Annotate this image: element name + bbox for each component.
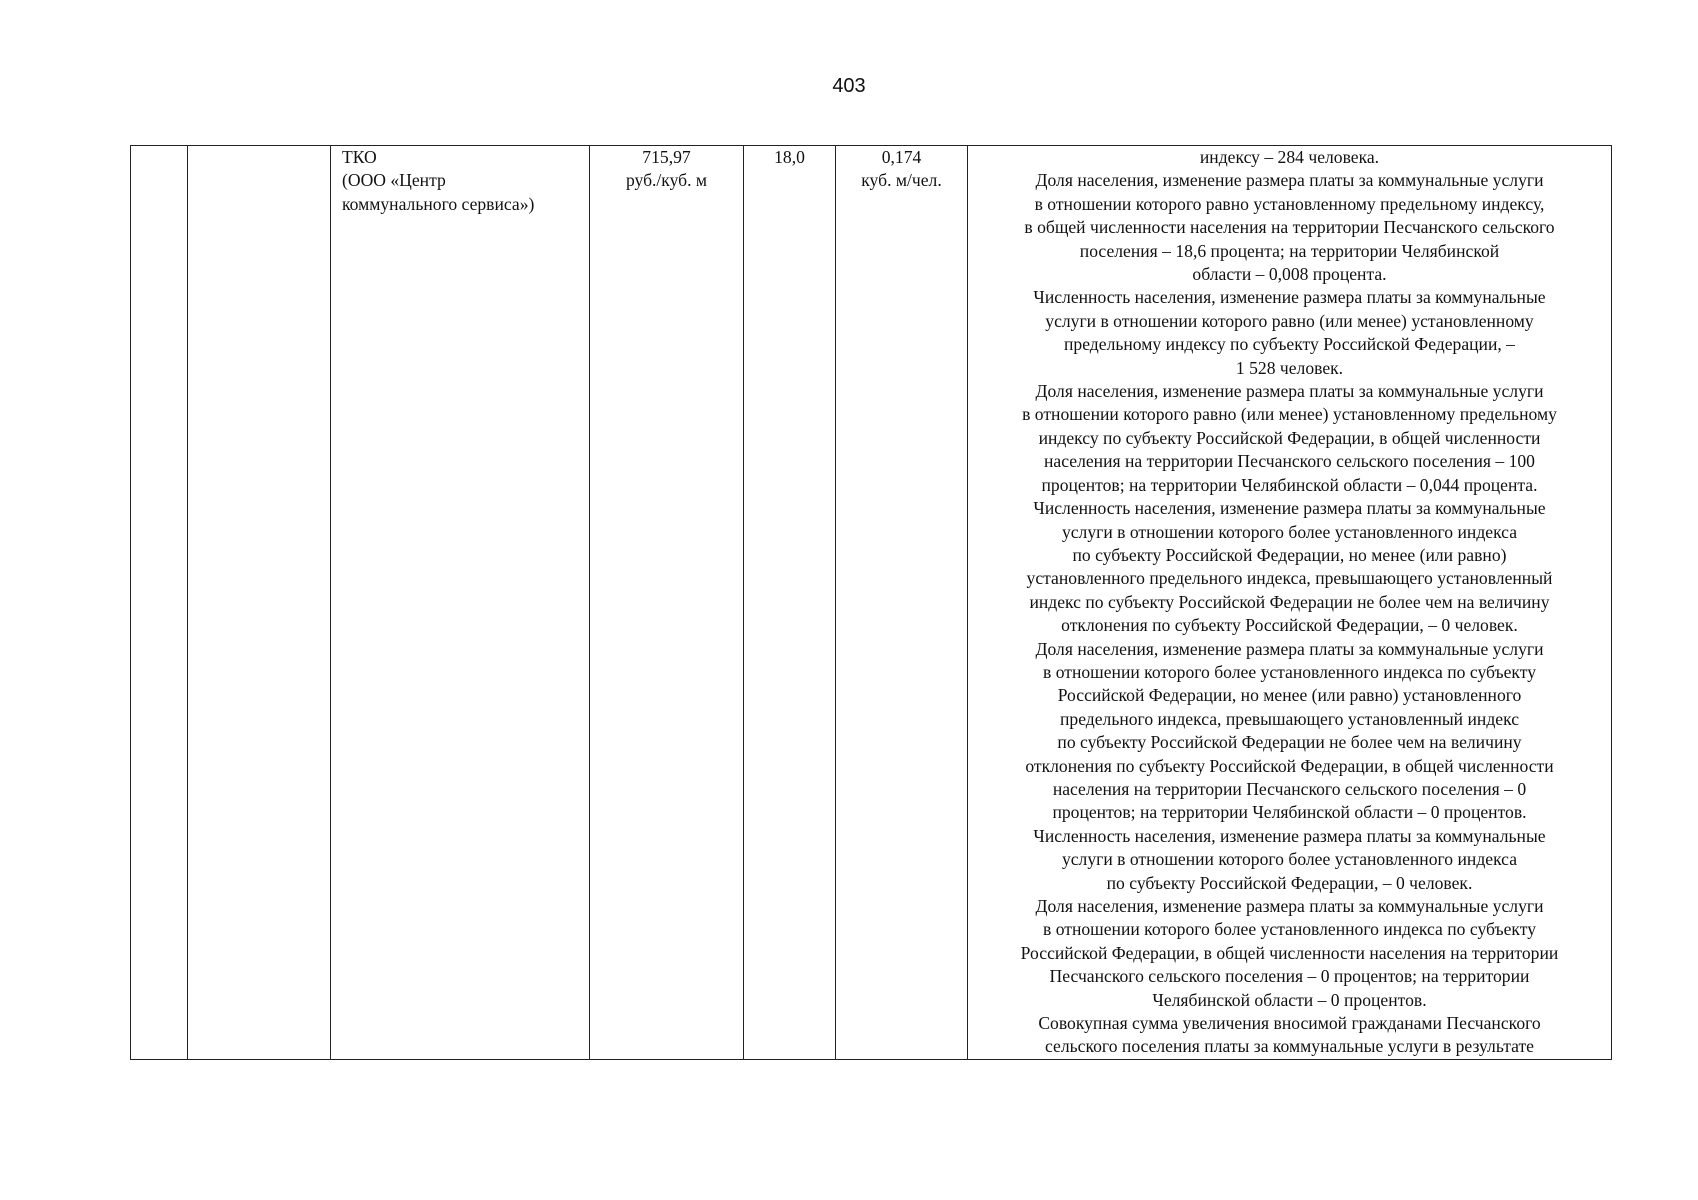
description-cell: индексу – 284 человека. Доля населения, изменение размера платы за коммунальные услуги в отношении которого равно установленному предельному индексу, в общей численности населения на территории Песчанского сельского поселения – 18,6 процента; на территории Челябинской области – 0,008 процента. Численность населения, изменение размера платы за коммунальные услуги в отношении которого равно (или менее) установленному предельному индексу по субъекту Российской Федерации, – 1 528 человек. Доля населения, изменение размера платы за коммунальные услуги в отношении которого равно (или менее) установленному предельному индексу по субъекту Российской Федерации, в общей численности населения на территории Песчанского сельского поселения – 100 процентов; на территории Челябинской области – 0,044 процента. Численность населения, изменение размера платы за коммунальные услуги в отношении которого более установленного индекса по субъекту Российской Федерации, но менее (или равно) установленного предельного индекса, превышающего установленный индекс по субъекту Российской Федерации не более чем на величину отклонения по субъекту Российской Федерации, – 0 человек. Доля населения, изменение размера платы за коммунальные услуги в отношении которого более установленного индекса по субъекту Российской Федерации, но менее (или равно) установленного предельного индекса, превышающего установленный индекс по субъекту Российской Федерации не более чем на величину отклонения по субъекту Российской Федерации, в общей численности населения на территории Песчанского сельского поселения – 0 процентов; на территории Челябинской области – 0 процентов. Численность населения, изменение размера платы за коммунальные услуги в отношении которого более установленного индекса по субъекту Российской Федерации, – 0 человек. Доля населения, изменение размера платы за коммунальные услуги в отношении которого более установленного индекса по субъекту Российской Федерации, в общей численности населения на территории Песчанского сельского поселения – 0 процентов; на территории Челябинской области – 0 процентов. Совокупная сумма увеличения вносимой гражданами Песчанского сельского поселения платы за коммунальные услуги в результате [968,146,1612,1060]
service-cell: ТКО (ООО «Центр коммунального сервиса») [331,146,590,1060]
index-cell: 18,0 [744,146,836,1060]
table-row [131,146,1612,1060]
row-number-cell [131,146,188,1060]
tariff-cell: 715,97 руб./куб. м [590,146,744,1060]
municipality-cell [188,146,331,1060]
tariff-table [130,145,1612,1060]
norm-cell: 0,174 куб. м/чел. [836,146,968,1060]
page-number: 403 [832,75,866,97]
